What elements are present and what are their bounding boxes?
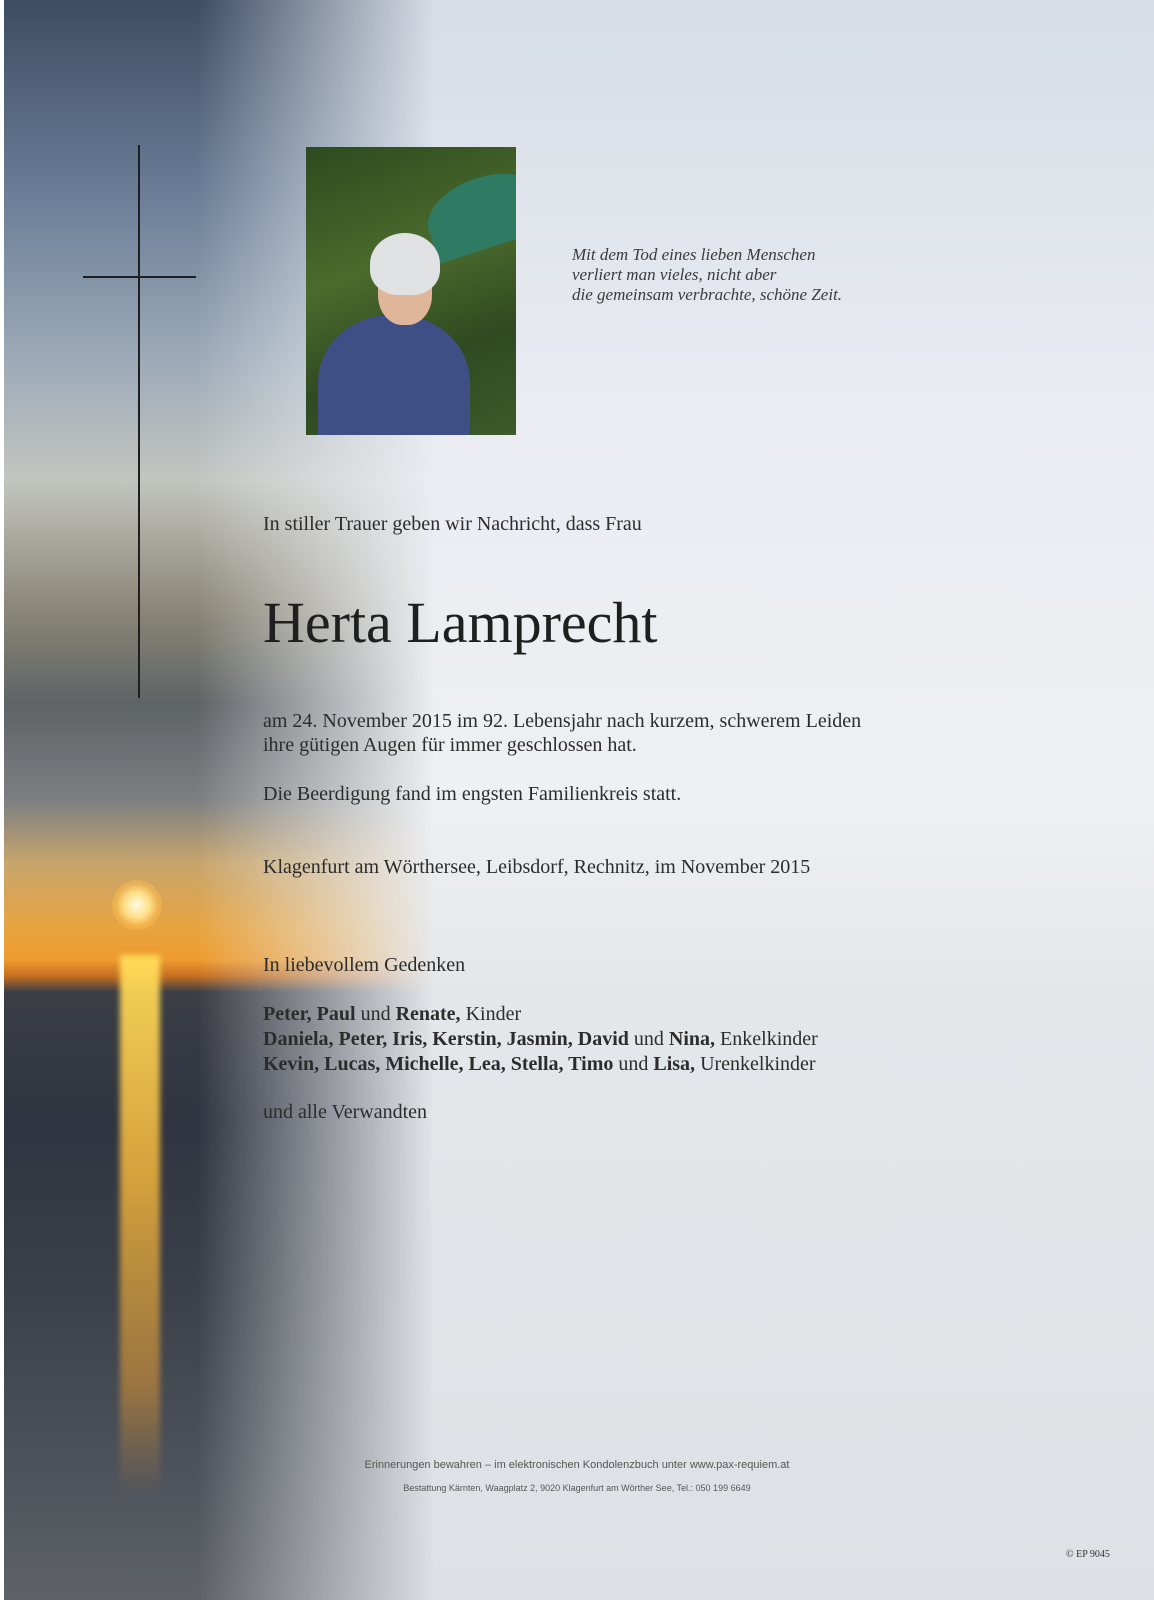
cross-horizontal-bar: [83, 276, 196, 278]
memorial-quote: [572, 245, 842, 305]
great-grandchildren-names: Kevin, Lucas, Michelle, Lea, Stella, Timo: [263, 1053, 614, 1075]
intro-text: In stiller Trauer geben wir Nachricht, dass Frau: [263, 513, 642, 535]
conjunction: und: [613, 1053, 654, 1075]
photo-body: [318, 315, 470, 435]
conjunction: und: [628, 1028, 669, 1050]
sun-image: [112, 880, 162, 930]
children-names: Peter, Paul: [263, 1003, 356, 1025]
children-last-name: Renate,: [395, 1003, 461, 1025]
relation-label: Enkelkinder: [715, 1028, 818, 1050]
memory-text: In liebevollem Gedenken: [263, 954, 466, 976]
footer-condolence-line: Erinnerungen bewahren – im elektronischen Kondolenzbuch unter www.pax-requiem.at: [364, 1459, 790, 1471]
photo-hair: [370, 233, 440, 295]
family-grandchildren-line: [263, 1027, 818, 1051]
portrait-photo: [306, 147, 516, 435]
sun-reflection-image: [120, 955, 160, 1495]
grandchildren-last-name: Nina,: [668, 1028, 716, 1050]
grandchildren-names: Daniela, Peter, Iris, Kerstin, Jasmin, David: [263, 1028, 629, 1050]
place-date-text: Klagenfurt am Wörthersee, Leibsdorf, Rechnitz, im November 2015: [263, 856, 811, 878]
quote-line: die gemeinsam verbrachte, schöne Zeit.: [572, 285, 843, 304]
conjunction: und: [355, 1003, 396, 1025]
footer-address-line: Bestattung Kärnten, Waagplatz 2, 9020 Klagenfurt am Wörther See, Tel.: 050 199 6649: [403, 1483, 751, 1493]
cross-vertical-bar: [138, 145, 140, 698]
great-grandchildren-last-name: Lisa,: [653, 1053, 696, 1075]
burial-text: Die Beerdigung fand im engsten Familienkreis statt.: [263, 783, 682, 805]
quote-line: verliert man vieles, nicht aber: [572, 265, 777, 284]
relatives-text: und alle Verwandten: [263, 1101, 428, 1123]
relation-label: Kinder: [460, 1003, 522, 1025]
death-text-line: am 24. November 2015 im 92. Lebensjahr nach kurzem, schwerem Leiden: [263, 710, 862, 732]
family-great-grandchildren-line: [263, 1052, 816, 1076]
relation-label: Urenkelkinder: [695, 1053, 816, 1075]
deceased-name: Herta Lamprecht: [263, 590, 658, 655]
quote-line: Mit dem Tod eines lieben Menschen: [572, 245, 816, 264]
family-children-line: [263, 1002, 521, 1026]
death-text-line: ihre gütigen Augen für immer geschlossen hat.: [263, 734, 637, 756]
print-code: © EP 9045: [1066, 1549, 1110, 1560]
